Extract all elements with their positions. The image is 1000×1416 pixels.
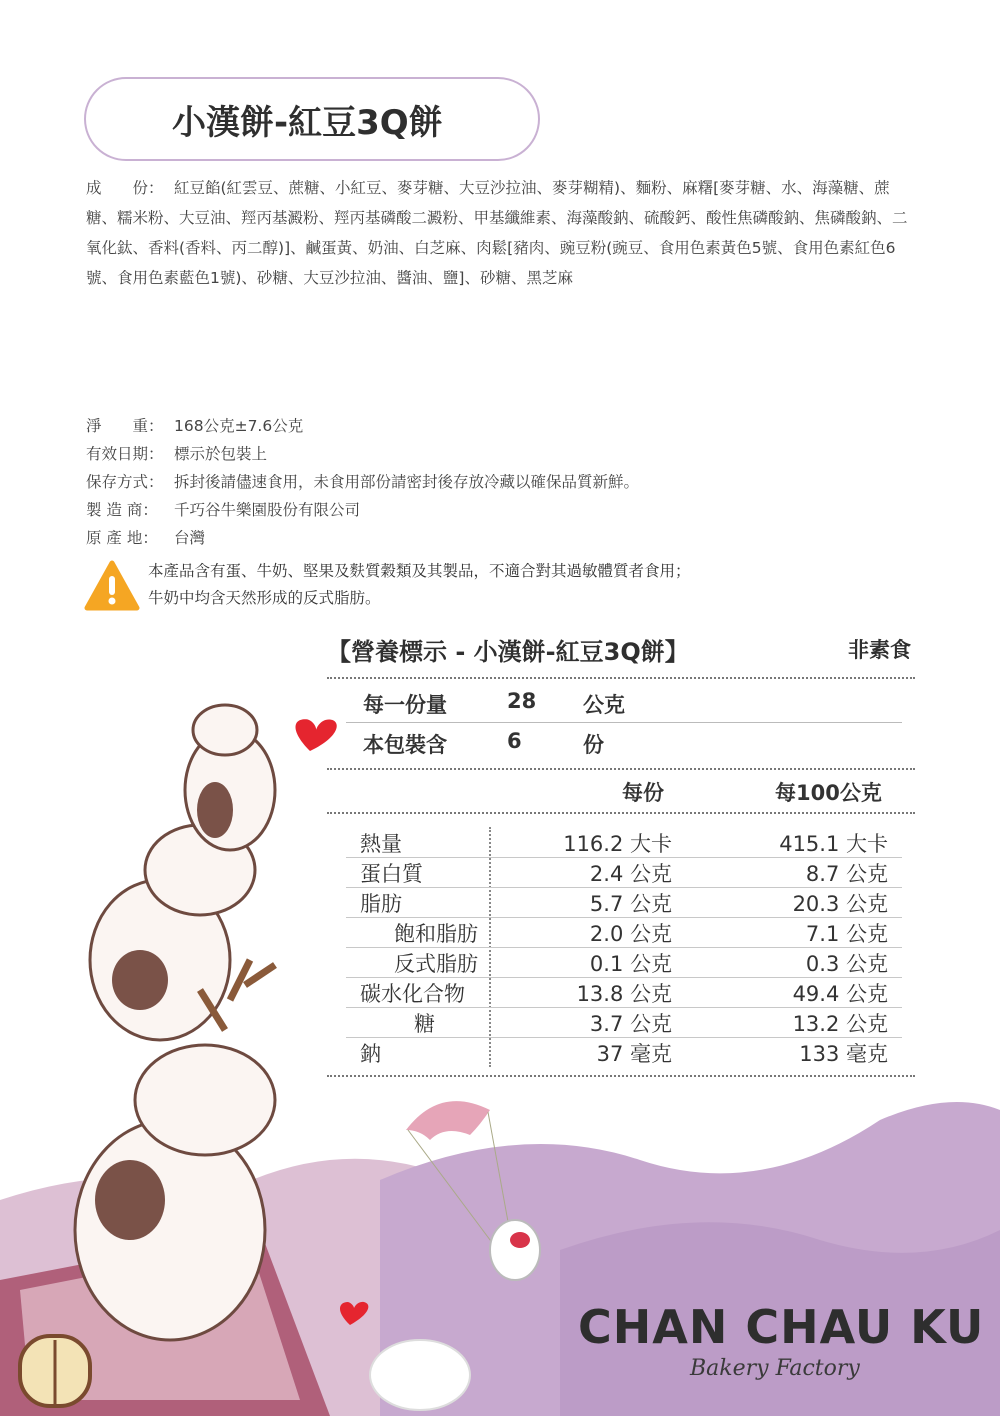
info-value: 拆封後請儘速食用，未食用部份請密封後存放冷藏以確保品質新鮮。 bbox=[174, 473, 640, 491]
nutrition-row bbox=[346, 858, 902, 888]
vegetarian-label: 非素食 bbox=[848, 638, 911, 662]
info-row-expiry bbox=[86, 440, 886, 468]
ingredients-block bbox=[86, 173, 916, 293]
divider bbox=[327, 677, 915, 679]
info-key: 有效日期： bbox=[86, 445, 164, 463]
divider bbox=[327, 1075, 915, 1077]
ingredients-label: 成 份： bbox=[86, 179, 164, 197]
per-100g-value: 415.1 大卡 bbox=[779, 832, 888, 856]
per-100g-value: 7.1 公克 bbox=[805, 922, 888, 946]
nutrition-header bbox=[327, 632, 917, 672]
info-value: 千巧谷牛樂園股份有限公司 bbox=[174, 501, 361, 519]
warning-line-1: 本產品含有蛋、牛奶、堅果及麩質穀類及其製品，不適合對其過敏體質者食用； bbox=[148, 562, 691, 580]
nutrition-row bbox=[346, 948, 902, 978]
nutrient-name: 脂肪 bbox=[360, 892, 402, 916]
per-serving-value: 2.4 公克 bbox=[589, 862, 672, 886]
per-serving-value: 37 毫克 bbox=[596, 1042, 672, 1066]
divider bbox=[327, 812, 915, 814]
per-serving-value: 13.8 公克 bbox=[576, 982, 672, 1006]
info-row-origin bbox=[86, 524, 886, 552]
ingredients-text: 紅豆餡(紅雲豆、蔗糖、小紅豆、麥芽糖、大豆沙拉油、麥芽糊精)、麵粉、麻糬[麥芽糖、水、海藻糖、蔗糖、糯米粉、大豆油、羥丙基澱粉、羥丙基磷酸二澱粉、甲基纖維素、海藻酸鈉、硫酸鈣、酸性焦磷酸鈉、焦磷酸鈉、二氧化鈦、香料(香料、丙二醇)]、鹹蛋黃、奶油、白芝麻、肉鬆[豬肉、豌豆粉(豌豆、食用色素黃色5號、食用色素紅色6號、食用色素藍色1號)、砂糖、大豆沙拉油、醬油、鹽]、砂糖、黑芝麻 bbox=[86, 179, 908, 287]
per-100g-value: 133 毫克 bbox=[799, 1042, 888, 1066]
info-key: 原 產 地： bbox=[86, 529, 158, 547]
info-value: 168公克±7.6公克 bbox=[174, 417, 304, 435]
nutrient-name: 鈉 bbox=[360, 1042, 381, 1066]
nutrient-name: 反式脂肪 bbox=[394, 952, 478, 976]
nutrition-row bbox=[346, 1008, 902, 1038]
allergen-warning bbox=[84, 558, 864, 614]
nutrition-row bbox=[346, 1038, 902, 1068]
nutrition-row bbox=[346, 978, 902, 1008]
per-serving-value: 116.2 大卡 bbox=[563, 832, 672, 856]
warning-line-2: 牛奶中均含天然形成的反式脂肪。 bbox=[148, 589, 381, 607]
info-row-manufacturer bbox=[86, 496, 886, 524]
per-serving-value: 0.1 公克 bbox=[589, 952, 672, 976]
info-key: 製 造 商： bbox=[86, 501, 158, 519]
per-serving-value: 3.7 公克 bbox=[589, 1012, 672, 1036]
nutrient-name: 飽和脂肪 bbox=[394, 922, 478, 946]
per-100g-value: 0.3 公克 bbox=[805, 952, 888, 976]
column-per-100g: 每100公克 bbox=[775, 781, 882, 805]
product-info bbox=[86, 412, 886, 552]
per-100g-value: 13.2 公克 bbox=[792, 1012, 888, 1036]
divider bbox=[346, 722, 902, 723]
nutrition-row bbox=[346, 918, 902, 948]
package-value: 6 bbox=[507, 729, 522, 753]
nutrient-name: 蛋白質 bbox=[360, 862, 423, 886]
package-label: 本包裝含 bbox=[363, 733, 447, 757]
info-row-storage bbox=[86, 468, 886, 496]
info-row-weight bbox=[86, 412, 886, 440]
serving-label: 每一份量 bbox=[363, 693, 447, 717]
info-key: 保存方式： bbox=[86, 473, 164, 491]
info-key: 淨 重： bbox=[86, 417, 164, 435]
nutrient-name: 糖 bbox=[414, 1012, 435, 1036]
nutrition-title: 【營養標示 - 小漢餅-紅豆3Q餅】 bbox=[327, 638, 689, 666]
divider bbox=[327, 768, 915, 770]
product-title: 小漢餅-紅豆3Q餅 bbox=[84, 77, 540, 161]
warning-icon bbox=[84, 560, 140, 612]
nutrient-name: 碳水化合物 bbox=[360, 982, 465, 1006]
per-serving-value: 2.0 公克 bbox=[589, 922, 672, 946]
nutrient-name: 熱量 bbox=[360, 832, 402, 856]
info-value: 台灣 bbox=[174, 529, 206, 547]
info-value: 標示於包裝上 bbox=[174, 445, 268, 463]
per-serving-value: 5.7 公克 bbox=[589, 892, 672, 916]
nutrition-row bbox=[346, 828, 902, 858]
package-unit: 份 bbox=[583, 733, 604, 757]
column-per-serving: 每份 bbox=[622, 781, 664, 805]
per-100g-value: 8.7 公克 bbox=[805, 862, 888, 886]
per-100g-value: 20.3 公克 bbox=[792, 892, 888, 916]
brand-subtitle: Bakery Factory bbox=[690, 1356, 860, 1381]
serving-unit: 公克 bbox=[583, 693, 625, 717]
brand-name: CHAN CHAU KU bbox=[578, 1300, 985, 1354]
nutrition-row bbox=[346, 888, 902, 918]
per-100g-value: 49.4 公克 bbox=[792, 982, 888, 1006]
serving-value: 28 bbox=[507, 689, 537, 713]
